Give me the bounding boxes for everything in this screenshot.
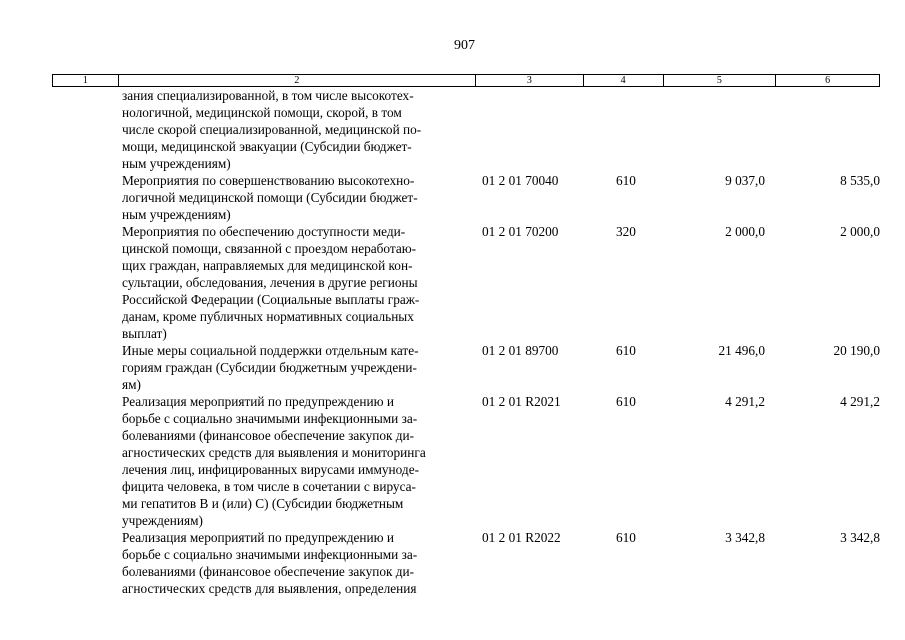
description-line: нологичной, медицинской помощи, скорой, в том [122,105,402,120]
description-line: гориям граждан (Субсидии бюджетным учреждени- [122,360,417,375]
amount-year2-cell: 20 190,0 [833,343,880,358]
description-line: зания специализированной, в том числе высокотех- [122,88,414,103]
description-line: щих граждан, направляемых для медицинской кон- [122,258,413,273]
row-number-cell [52,529,118,597]
description-cell [118,223,476,342]
row-number-cell [52,223,118,342]
description-line: Реализация мероприятий по предупреждению и [122,530,394,545]
description-line: мощи, медицинской эвакуации (Субсидии бюджет- [122,139,412,154]
amount-year1-cell: 9 037,0 [725,173,765,188]
page-number: 907 [454,38,475,53]
description-line: борьбе с социально значимыми инфекционными за- [122,547,418,562]
description-line: агностических средств для выявления, определения [122,581,417,596]
description-line: данам, кроме публичных нормативных социальных [122,309,414,324]
table-body [52,87,880,597]
description-line: ям) [122,377,141,392]
target-code-cell: 01 2 01 89700 [482,343,559,358]
description-line: Мероприятия по совершенствованию высокотехно- [122,173,415,188]
column-header-5: 5 [664,75,777,86]
description-line: Иные меры социальной поддержки отдельным кате- [122,343,419,358]
description-line: борьбе с социально значимыми инфекционными за- [122,411,418,426]
expense-type-cell: 610 [616,394,636,409]
description-line: цинской помощи, связанной с проездом неработаю- [122,241,417,256]
table-row [52,342,880,393]
description-line: Мероприятия по обеспечению доступности меди- [122,224,406,239]
amount-year1-cell: 21 496,0 [718,343,765,358]
expense-type-cell: 610 [616,530,636,545]
description-line: агностических средств для выявления и мониторинга [122,445,426,460]
expense-type-cell [584,87,664,172]
amount-year2-cell: 8 535,0 [840,173,880,188]
target-code-cell: 01 2 01 R2022 [482,530,561,545]
description-cell [118,342,476,393]
description-line: болеваниями (финансовое обеспечение закупок ди- [122,428,415,443]
description-line: логичной медицинской помощи (Субсидии бюджет- [122,190,418,205]
description-line: сультации, обследования, лечения в другие регионы [122,275,418,290]
column-header-3: 3 [476,75,584,86]
description-line: фицита человека, в том числе в сочетании с вируса- [122,479,416,494]
row-number-cell [52,393,118,529]
target-code-cell: 01 2 01 R2021 [482,394,561,409]
amount-year1-cell: 3 342,8 [725,530,765,545]
description-cell [118,87,476,172]
amount-year2-cell: 4 291,2 [840,394,880,409]
description-line: ми гепатитов В и (или) С) (Субсидии бюджетным [122,496,404,511]
table-row [52,87,880,172]
description-line: числе скорой специализированной, медицинской по- [122,122,422,137]
description-line: Реализация мероприятий по предупреждению и [122,394,394,409]
description-cell [118,172,476,223]
amount-year1-cell [664,87,777,172]
row-number-cell [52,172,118,223]
description-cell [118,393,476,529]
description-line: ным учреждениям) [122,156,231,171]
table-row [52,172,880,223]
table-row [52,393,880,529]
target-code-cell [476,87,584,172]
description-line: Российской Федерации (Социальные выплаты граж- [122,292,420,307]
amount-year2-cell: 2 000,0 [840,224,880,239]
column-header-4: 4 [584,75,664,86]
table-row [52,529,880,597]
description-line: болеваниями (финансовое обеспечение закупок ди- [122,564,415,579]
description-cell [118,529,476,597]
amount-year2-cell: 3 342,8 [840,530,880,545]
expense-type-cell: 320 [616,224,636,239]
column-header-6: 6 [825,75,831,86]
target-code-cell: 01 2 01 70040 [482,173,559,188]
description-line: учреждениям) [122,513,203,528]
row-number-cell [52,87,118,172]
budget-table [52,74,880,597]
expense-type-cell: 610 [616,173,636,188]
target-code-cell: 01 2 01 70200 [482,224,559,239]
table-row [52,223,880,342]
description-line: лечения лиц, инфицированных вирусами иммуноде- [122,462,420,477]
description-line: ным учреждениям) [122,207,231,222]
amount-year2-cell [777,87,880,172]
column-header-1: 1 [53,75,119,86]
amount-year1-cell: 4 291,2 [725,394,765,409]
description-line: выплат) [122,326,167,341]
column-header-2: 2 [119,75,476,86]
row-number-cell [52,342,118,393]
expense-type-cell: 610 [616,343,636,358]
amount-year1-cell: 2 000,0 [725,224,765,239]
column-header-row [52,74,880,87]
